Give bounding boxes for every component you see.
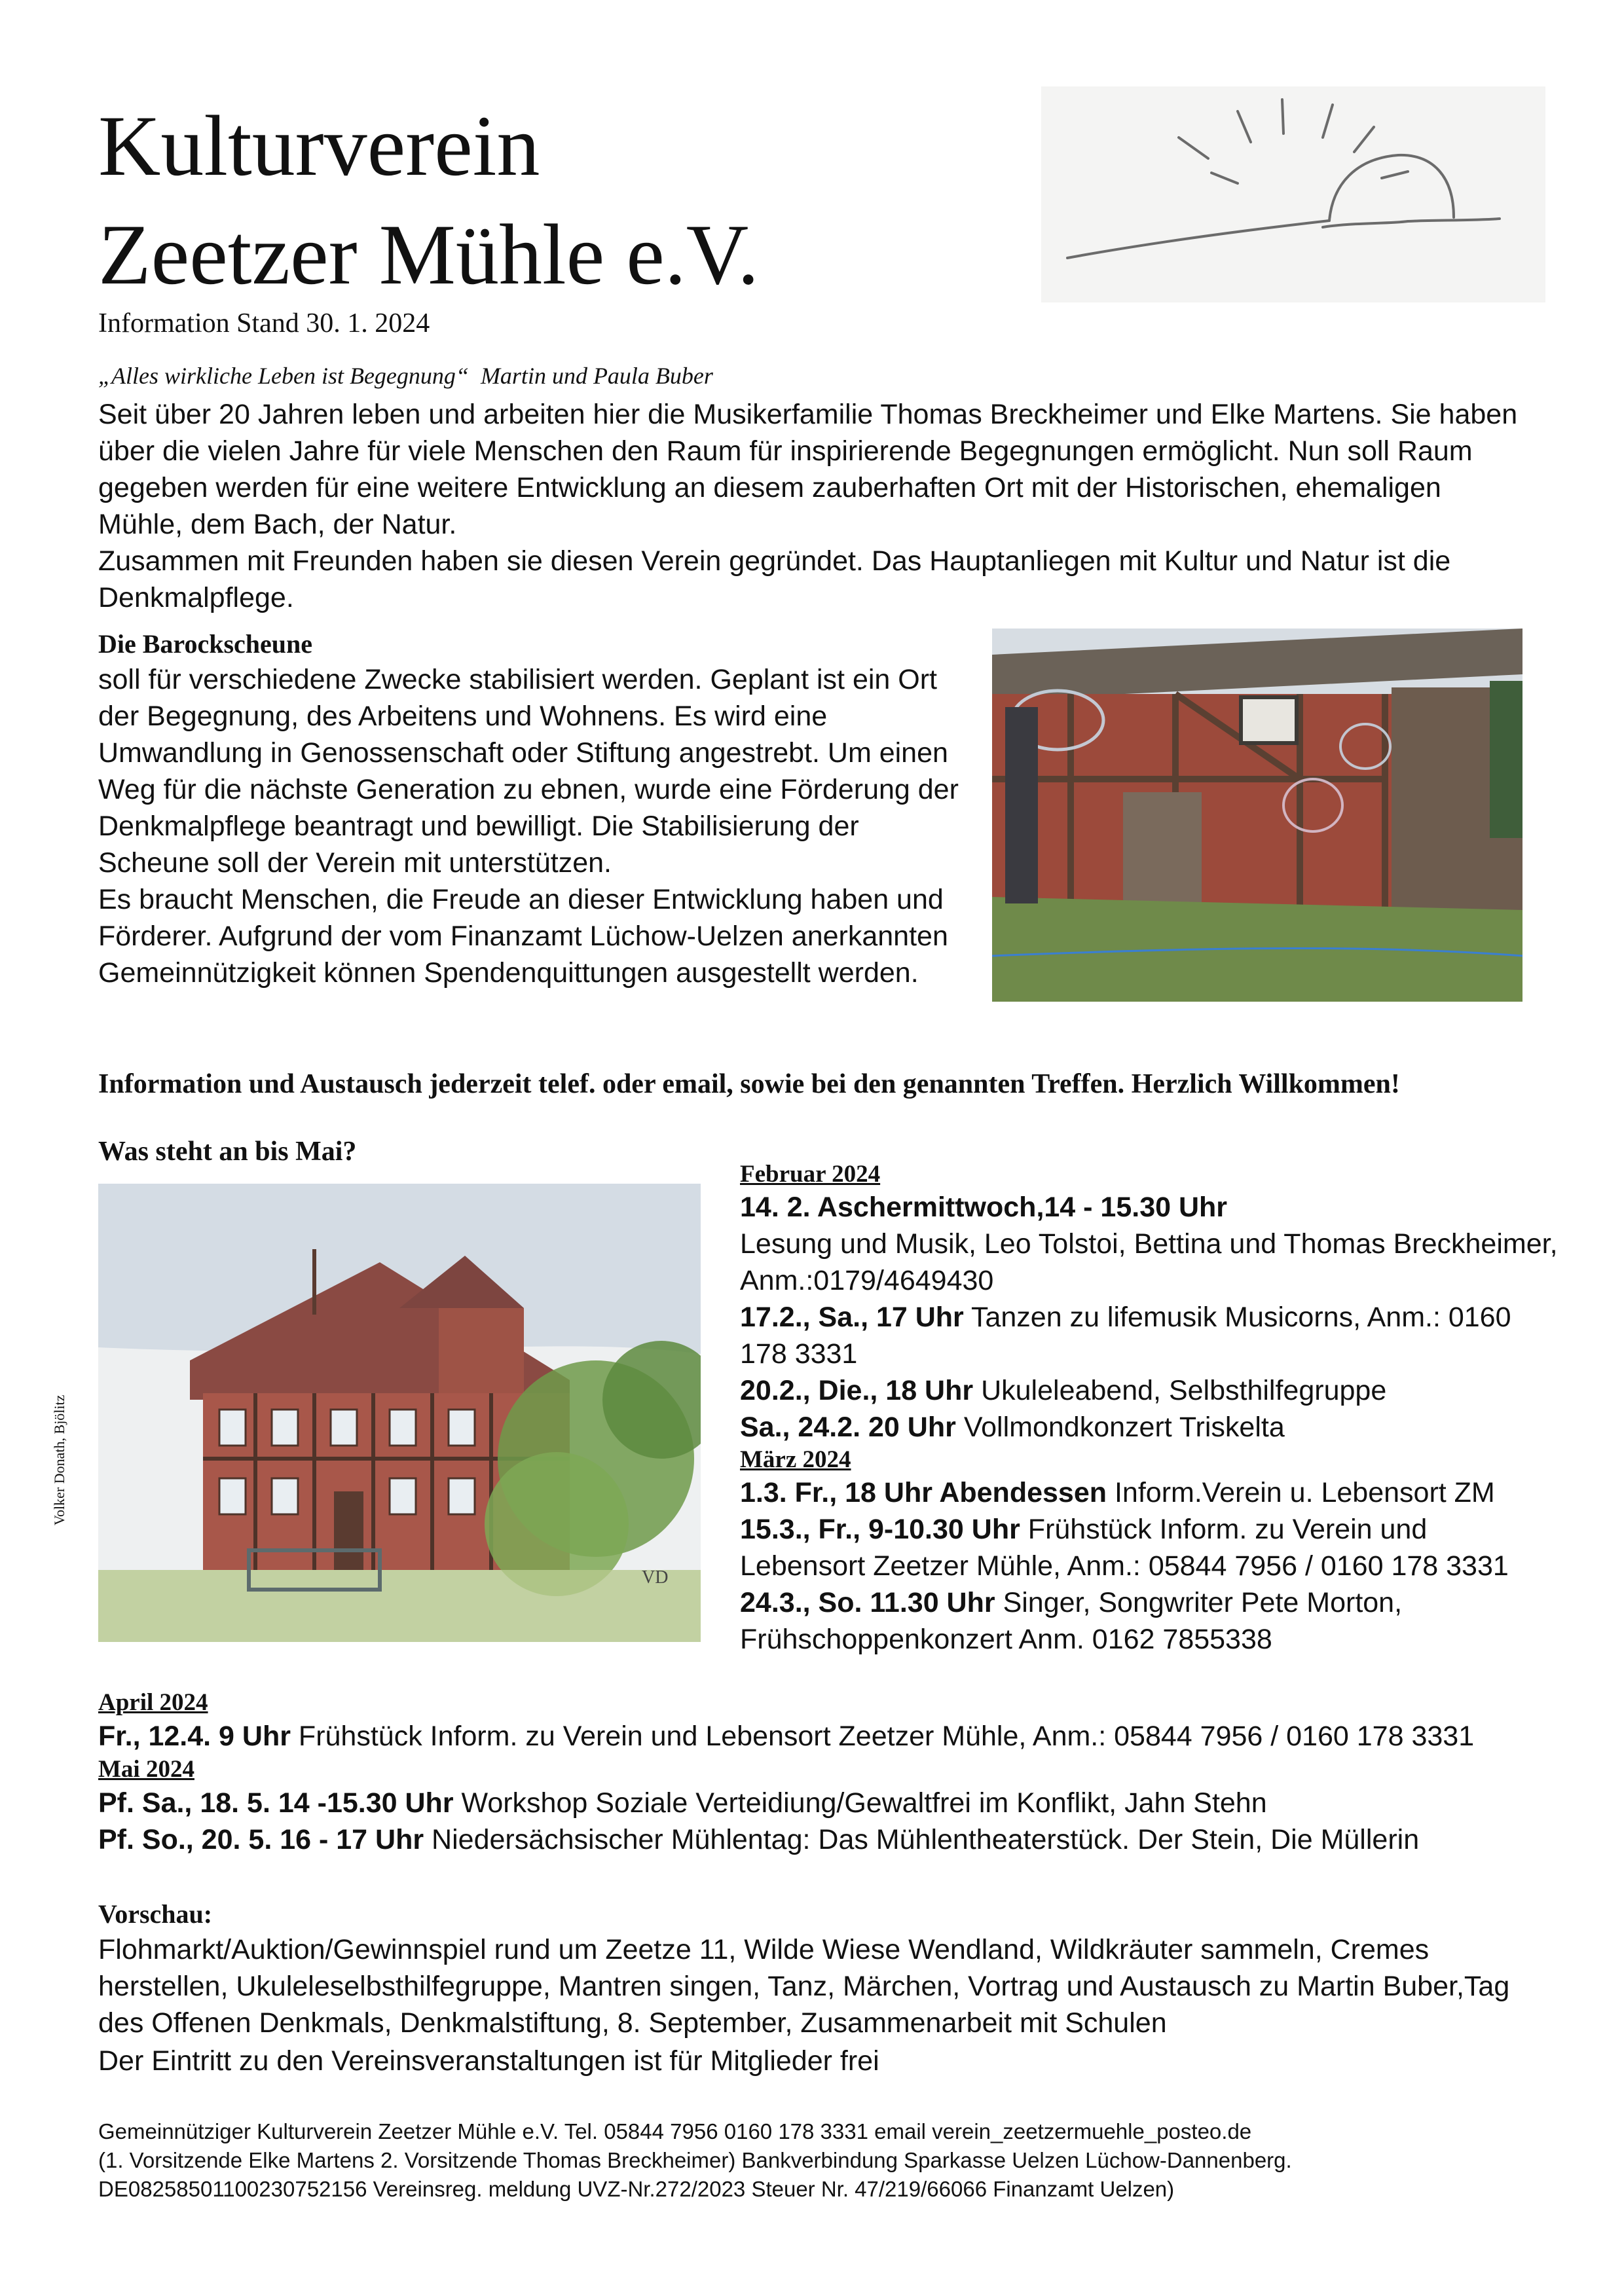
event-feb-20	[740, 1372, 1559, 1409]
event-may-20-text: Niedersächsischer Mühlentag: Das Mühlentheaterstück. Der Stein, Die Müllerin	[432, 1824, 1420, 1855]
event-feb-20-date: 20.2., Die., 18 Uhr	[740, 1375, 974, 1406]
event-feb-17-text: Tanzen zu lifemusik Musicorns, Anm.: 0160 178 3331	[740, 1302, 1511, 1370]
event-mar-1-text: Inform.Verein u. Lebensort ZM	[1114, 1477, 1495, 1508]
event-mar-15-date: 15.3., Fr., 9-10.30 Uhr	[740, 1514, 1020, 1545]
month-heading-february: Februar 2024	[740, 1161, 881, 1188]
barockscheune-heading: Die Barockscheune	[98, 629, 313, 659]
painting-signature: VD	[642, 1567, 669, 1588]
event-mar-24-date: 24.3., So. 11.30 Uhr	[740, 1587, 995, 1618]
event-mar-15-text: Frühstück Inform. zu Verein und Lebensort Zeetzer Mühle, Anm.: 05844 7956 / 0160 178 3331	[740, 1514, 1509, 1582]
page-title	[98, 92, 759, 309]
schedule-heading: Was steht an bis Mai?	[98, 1137, 357, 1167]
footer-line-2: (1. Vorsitzende Elke Martens 2. Vorsitzende Thomas Breckheimer) Bankverbindung Sparkasse Uelzen Lüchow-Dannenberg.	[98, 2148, 1292, 2172]
event-feb-24-text: Vollmondkonzert Triskelta	[963, 1412, 1285, 1443]
event-feb-17	[740, 1299, 1559, 1372]
event-may-20-date: Pf. So., 20. 5. 16 - 17 Uhr	[98, 1824, 424, 1855]
quote-text: „Alles wirkliche Leben ist Begegnung“	[98, 363, 469, 389]
footer	[98, 2117, 1572, 2204]
event-feb-14-date: 14. 2. Aschermittwoch,14 - 15.30 Uhr	[740, 1192, 1228, 1223]
barockscheune-paragraph-2: Es braucht Menschen, die Freude an dieser Entwicklung haben und Förderer. Aufgrund der vom Finanzamt Lüchow-Uelzen anerkannten Gemeinnützigkeit können Spendenquittungen ausgestellt werden.	[98, 884, 948, 989]
barockscheune-text	[98, 661, 969, 991]
vorschau-heading: Vorschau:	[98, 1899, 213, 1929]
painting-credit: Volker Donath, Bjölitz	[51, 1394, 67, 1525]
footer-line-1: Gemeinnütziger Kulturverein Zeetzer Mühle e.V. Tel. 05844 7956 0160 178 3331 email verein_zeetzermuehle_posteo.de	[98, 2119, 1252, 2143]
event-apr-12	[98, 1718, 1572, 1755]
event-feb-14-text: Lesung und Musik, Leo Tolstoi, Bettina und Thomas Breckheimer, Anm.:0179/4649430	[740, 1228, 1558, 1296]
intro-text	[98, 396, 1532, 616]
footer-line-3: DE08258501100230752156 Vereinsreg. meldung UVZ-Nr.272/2023 Steuer Nr. 47/219/66066 Finanzamt Uelzen)	[98, 2177, 1175, 2201]
event-apr-12-text: Frühstück Inform. zu Verein und Lebensort Zeetzer Mühle, Anm.: 05844 7956 / 0160 178 3331	[298, 1721, 1475, 1752]
event-feb-17-date: 17.2., Sa., 17 Uhr	[740, 1302, 964, 1333]
event-mar-1-date: 1.3. Fr., 18 Uhr Abendessen	[740, 1477, 1107, 1508]
mill-watercolor-painting	[98, 1184, 701, 1642]
month-heading-march: März 2024	[740, 1446, 851, 1473]
event-mar-1	[740, 1474, 1559, 1511]
quote	[98, 362, 713, 390]
event-mar-15	[740, 1511, 1559, 1584]
sun-sketch-image	[1041, 86, 1545, 302]
month-heading-april: April 2024	[98, 1689, 208, 1716]
title-line-2: Zeetzer Mühle e.V.	[98, 206, 760, 302]
event-feb-14	[740, 1189, 1559, 1299]
event-feb-24-date: Sa., 24.2. 20 Uhr	[740, 1412, 956, 1443]
event-feb-20-text: Ukuleleabend, Selbsthilfegruppe	[981, 1375, 1387, 1406]
schedule-feb-march	[740, 1160, 1559, 1658]
schedule-april-may	[98, 1688, 1572, 1858]
event-mar-24-text: Singer, Songwriter Pete Morton, Frühschoppenkonzert Anm. 0162 7855338	[740, 1587, 1403, 1655]
barockscheune-paragraph-1: soll für verschiedene Zwecke stabilisiert werden. Geplant ist ein Ort der Begegnung, des Arbeitens und Wohnens. Es wird eine Umwandlung in Genossenschaft oder Stiftung angestrebt. Um einen Weg für die nächste Generation zu ebnen, wurde eine Förderung der Denkmalpflege beantragt und bewilligt. Die Stabilisierung der Scheune soll der Verein mit unterstützen.	[98, 664, 959, 879]
intro-paragraph-2: Zusammen mit Freunden haben sie diesen Verein gegründet. Das Hauptanliegen mit Kultur und Natur ist die Denkmalpflege.	[98, 545, 1451, 613]
title-line-1: Kulturverein	[98, 98, 540, 194]
event-may-18-date: Pf. Sa., 18. 5. 14 -15.30 Uhr	[98, 1787, 454, 1819]
membership-note: Der Eintritt zu den Vereinsveranstaltungen ist für Mitglieder frei	[98, 2045, 879, 2077]
event-apr-12-date: Fr., 12.4. 9 Uhr	[98, 1721, 291, 1752]
intro-paragraph-1: Seit über 20 Jahren leben und arbeiten hier die Musikerfamilie Thomas Breckheimer und Elke Martens. Sie haben über die vielen Jahre für viele Menschen den Raum für inspirierende Begegnungen ermöglicht. Nun soll Raum gegeben werden für eine weitere Entwicklung an diesem zauberhaften Ort mit der Historischen, ehemaligen Mühle, dem Bach, der Natur.	[98, 399, 1518, 540]
vorschau-text: Flohmarkt/Auktion/Gewinnspiel rund um Zeetze 11, Wilde Wiese Wendland, Wildkräuter sammeln, Cremes herstellen, Ukuleleselbsthilfegruppe, Mantren singen, Tanz, Märchen, Vortrag und Austausch zu Martin Buber,Tag des Offenen Denkmals, Denkmalstiftung, 8. September, Zusammenarbeit mit Schulen	[98, 1934, 1510, 2039]
event-may-20	[98, 1821, 1572, 1858]
quote-author: Martin und Paula Buber	[480, 363, 713, 389]
event-mar-24	[740, 1584, 1559, 1658]
event-feb-24	[740, 1409, 1559, 1446]
event-may-18	[98, 1785, 1572, 1821]
month-heading-may: Mai 2024	[98, 1756, 194, 1783]
info-date: Information Stand 30. 1. 2024	[98, 308, 430, 338]
barn-photo	[992, 629, 1522, 1002]
info-callout: Information und Austausch jederzeit telef. oder email, sowie bei den genannten Treffen. Herzlich Willkommen!	[98, 1069, 1400, 1099]
event-may-18-text: Workshop Soziale Verteidiung/Gewaltfrei im Konflikt, Jahn Stehn	[461, 1787, 1267, 1819]
